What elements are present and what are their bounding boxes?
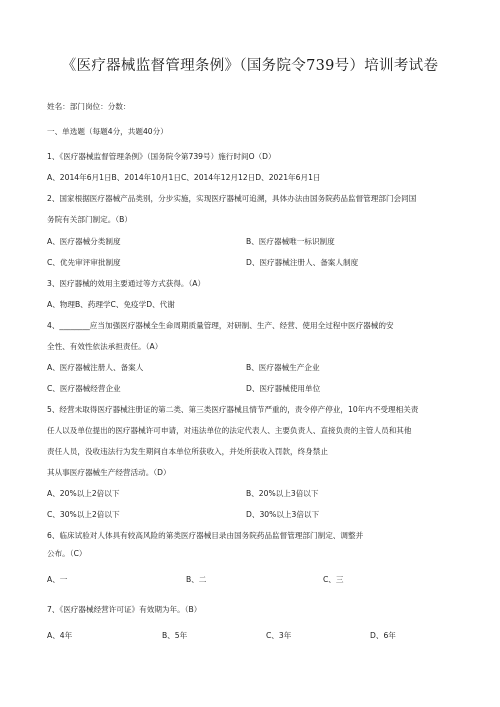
question-7-option-c: C、3年 bbox=[266, 631, 292, 640]
question-5-line-4: 其从事医疗器械生产经营活动。（D） bbox=[47, 468, 171, 477]
question-5-line-2: 任人以及单位提出的医疗器械许可申请，对违法单位的法定代表人、主要负责人、直接负责的主管人员和其他 bbox=[47, 426, 412, 435]
question-2-option-a: A、医疗器械分类制度 bbox=[47, 237, 121, 246]
question-6-option-b: B、二 bbox=[186, 575, 207, 584]
question-5-option-d: D、30%以上3倍以下 bbox=[246, 510, 320, 519]
section-heading: 一、单选题（每题4分，共题40分） bbox=[47, 127, 168, 136]
question-3: 3、医疗器械的效用主要通过等方式获得。（A） bbox=[47, 279, 206, 288]
question-1: 1、《医疗器械监督管理条例》（国务院令第739号）施行时间O（D） bbox=[47, 152, 276, 161]
question-6-option-a: A、一 bbox=[47, 575, 68, 584]
question-5-option-a: A、20%以上2倍以下 bbox=[47, 489, 120, 498]
page-title: 《医疗器械监督管理条例》（国务院令739号）培训考试卷 bbox=[61, 58, 439, 74]
question-2-option-d: D、医疗器械注册人、备案人制度 bbox=[246, 258, 359, 267]
question-2-option-b: B、医疗器械唯一标识制度 bbox=[246, 237, 335, 246]
question-5-option-c: C、30%以上2倍以下 bbox=[47, 510, 120, 519]
question-6-line-2: 公布。（C） bbox=[47, 549, 87, 558]
question-6-option-c: C、三 bbox=[323, 575, 344, 584]
question-2-line-2: 务院有关部门制定。（B） bbox=[47, 215, 132, 224]
question-5-line-1: 5、经营未取得医疗器械注册证的第二类、第三类医疗器械且情节严重的，责令停产停业，10年内不受理相关责 bbox=[47, 405, 419, 414]
header-info: 姓名：部门岗位：分数： bbox=[47, 102, 131, 111]
question-4-line-2: 全性、有效性依法承担责任。（A） bbox=[47, 342, 163, 351]
question-5-line-3: 责任人员，没收违法行为发生期间自本单位所获收入，并处所获收入罚款，终身禁止 bbox=[47, 447, 328, 456]
question-7-option-d: D、6年 bbox=[370, 631, 396, 640]
question-4-option-a: A、医疗器械注册人、备案人 bbox=[47, 363, 144, 372]
question-5-option-b: B、20%以上3倍以下 bbox=[246, 489, 319, 498]
question-4-option-c: C、医疗器械经营企业 bbox=[47, 384, 121, 393]
question-4-line-1: 4、________应当加强医疗器械全生命周期质量管理，对研制、生产、经营、使用全过程中医疗器械的安 bbox=[47, 321, 394, 330]
question-7-option-a: A、4年 bbox=[47, 631, 73, 640]
question-7-option-b: B、5年 bbox=[162, 631, 188, 640]
question-6-line-1: 6、临床试验对人体具有较高风险的第类医疗器械目录由国务院药品监督管理部门制定、调整并 bbox=[47, 531, 364, 540]
question-4-option-d: D、医疗器械使用单位 bbox=[246, 384, 321, 393]
question-4-option-b: B、医疗器械生产企业 bbox=[246, 363, 320, 372]
question-2-option-c: C、优先审评审批制度 bbox=[47, 258, 121, 267]
question-1-options: A、2014年6月1日B、2014年10月1日C、2014年12月12日D、2021年6月1日 bbox=[47, 173, 321, 182]
question-3-options: A、物理B、药理学C、免疫学D、代谢 bbox=[47, 300, 175, 309]
question-2-line-1: 2、国家根据医疗器械产品类别，分步实施，实现医疗器械可追溯，具体办法由国务院药品监督管理部门会同国 bbox=[47, 194, 417, 203]
question-7: 7、《医疗器械经营许可证》有效期为年。（B） bbox=[47, 605, 202, 614]
